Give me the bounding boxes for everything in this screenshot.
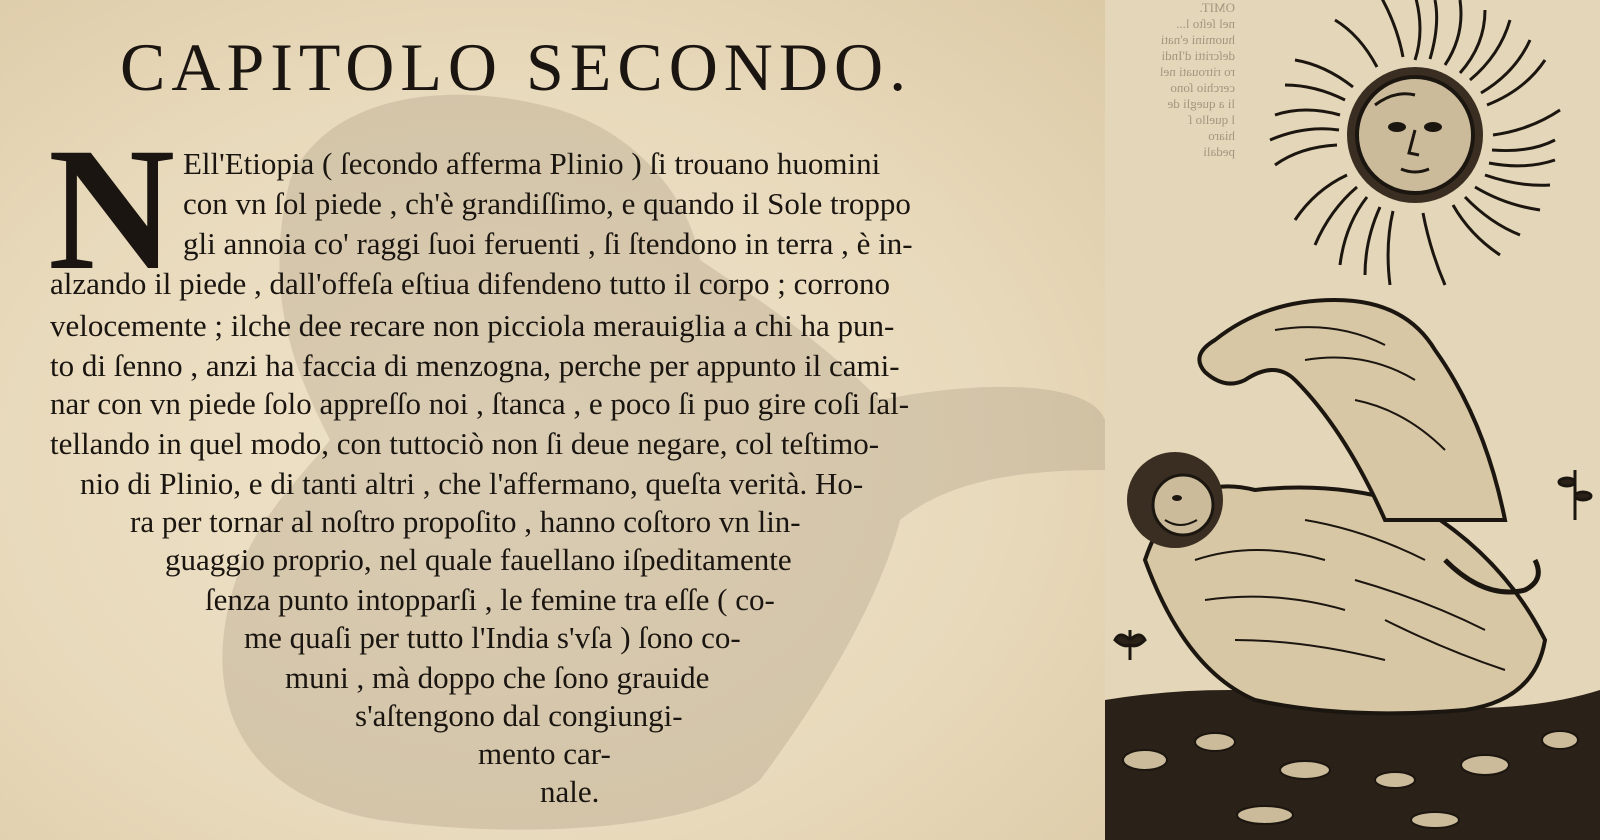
text-line: ra per tornar al noſtro propoſito , hanno coſtoro vn lin- [130, 504, 801, 539]
text-line: muni , mà doppo che ſono grauide [285, 660, 710, 695]
chapter-heading: CAPITOLO SECONDO. [120, 29, 913, 105]
text-line: gli annoia co' raggi ſuoi feruenti , ſi ſtendono in terra , è in- [183, 226, 913, 261]
bleed-through-text: OMIT. nel ſeſto l... huomini e'nati deſcritti d'Indi ro ritrouati nel cerchio ſono li a quegli de l quello ſ hiaro pedali [1159, 0, 1235, 159]
text-line: me quaſi per tutto l'India s'vſa ) ſono co- [244, 620, 741, 655]
text-line: alzando il piede , dall'offeſa eſtiua difendeno tutto il corpo ; corrono [50, 266, 891, 301]
text-line: Ell'Etiopia ( ſecondo afferma Plinio ) ſi trouano huomini [183, 146, 881, 181]
text-line: s'aſtengono dal congiungi- [355, 698, 683, 733]
text-line: nale. [540, 774, 600, 809]
woodcut-illustration [1105, 0, 1600, 840]
text-line: velocemente ; ilche dee recare non picciola merauiglia a chi ha pun- [50, 308, 895, 343]
text-line: mento car- [478, 736, 611, 771]
text-line: to di ſenno , anzi ha faccia di menzogna, perche per appunto il cami- [50, 348, 900, 383]
text-line: tellando in quel modo, con tuttociò non ſi deue negare, col teſtimo- [50, 426, 880, 461]
text-line: nar con vn piede ſolo appreſſo noi , ſtanca , e poco ſi puo gire coſi ſal- [50, 386, 910, 421]
text-line: guaggio proprio, nel quale fauellano iſpeditamente [165, 542, 792, 577]
text-line: con vn ſol piede , ch'è grandiſſimo, e quando il Sole troppo [183, 186, 911, 221]
sun-icon [1270, 0, 1560, 285]
drop-cap: N [48, 112, 176, 307]
text-line: ſenza punto intopparſi , le femine tra eſſe ( co- [205, 582, 775, 617]
text-line: nio di Plinio, e di tanti altri , che l'affermano, queſta verità. Ho- [80, 466, 864, 501]
